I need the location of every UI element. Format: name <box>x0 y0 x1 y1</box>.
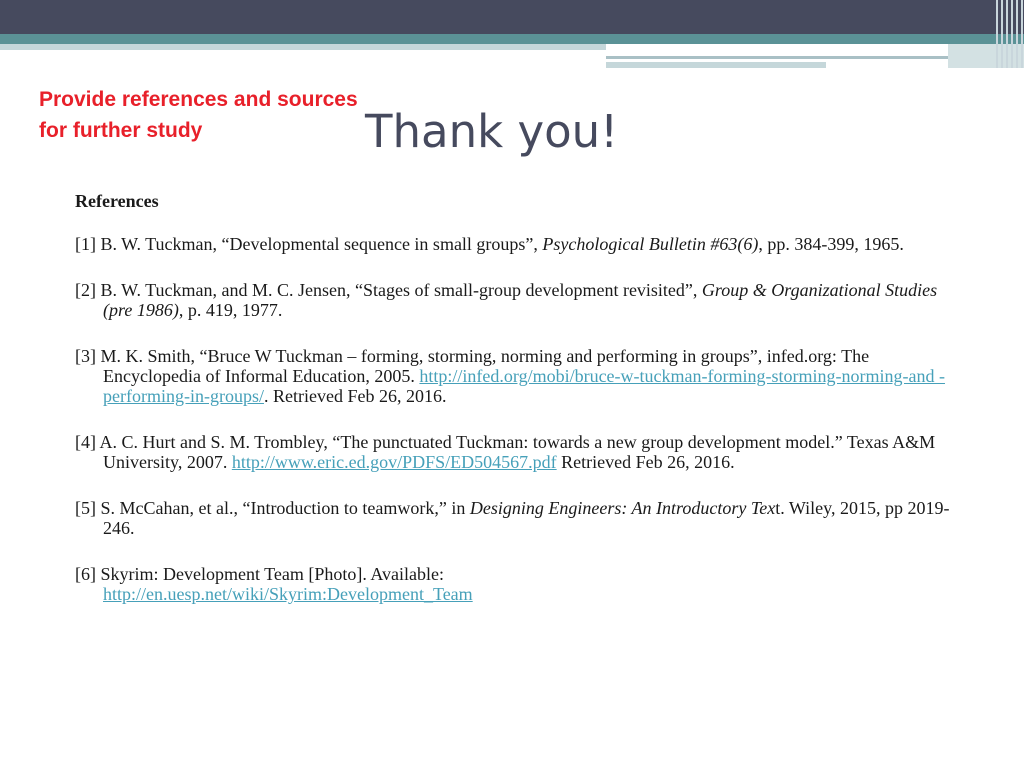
reference-text: [4] A. C. Hurt and S. M. Trombley, “The punctuated Tuckman: towards a new group development model.” Texas A&M University, 2007. <box>75 432 936 472</box>
references-heading: References <box>75 191 159 211</box>
reference-text: . Retrieved Feb 26, 2016. <box>263 386 447 406</box>
references-list <box>75 234 955 630</box>
reference-item <box>75 498 955 538</box>
reference-link[interactable]: http://en.uesp.net/wiki/Skyrim:Development_Team <box>103 584 473 604</box>
slide-note: Provide references and sources for further study <box>39 88 358 142</box>
reference-text: [5] S. McCahan, et al., “Introduction to teamwork,” in <box>75 498 470 518</box>
reference-text: Retrieved Feb 26, 2016. <box>556 452 735 472</box>
reference-link[interactable]: http://www.eric.ed.gov/PDFS/ED504567.pdf <box>231 452 557 472</box>
reference-text: , pp. 384-399, 1965. <box>758 234 904 254</box>
header-line <box>606 62 826 68</box>
reference-journal: Psychological Bulletin #63(6) <box>542 234 759 254</box>
reference-text: , p. 419, 1977. <box>178 300 283 320</box>
reference-link[interactable]: http://infed.org/mobi/bruce-w-tuckman-forming-storming-norming-and -performing-in-groups/ <box>103 366 945 406</box>
reference-item <box>75 234 955 254</box>
reference-text: t. Wiley, 2015, pp 2019-246. <box>103 498 950 538</box>
reference-book: Designing Engineers: An Introductory Tex <box>469 498 776 518</box>
reference-item <box>75 280 955 320</box>
reference-text: [6] Skyrim: Development Team [Photo]. Available: <box>75 564 444 584</box>
header-line <box>606 56 948 59</box>
header-band-light <box>0 44 606 50</box>
slide-title: Thank you! <box>365 105 619 158</box>
header-stripes <box>994 0 1024 68</box>
reference-item <box>75 346 955 406</box>
reference-item <box>75 564 955 604</box>
header-band-teal <box>0 34 1024 44</box>
reference-text: [2] B. W. Tuckman, and M. C. Jensen, “Stages of small-group development revisited”, <box>75 280 702 300</box>
header-band-dark <box>0 0 1024 34</box>
reference-journal: Group & Organizational Studies (pre 1986) <box>103 280 938 320</box>
reference-text: [3] M. K. Smith, “Bruce W Tuckman – forming, storming, norming and performing in groups”, infed.org: The Encyclopedia of Informal Education, 2005. <box>75 346 870 386</box>
reference-text: [1] B. W. Tuckman, “Developmental sequence in small groups”, <box>75 234 543 254</box>
reference-item <box>75 432 955 472</box>
